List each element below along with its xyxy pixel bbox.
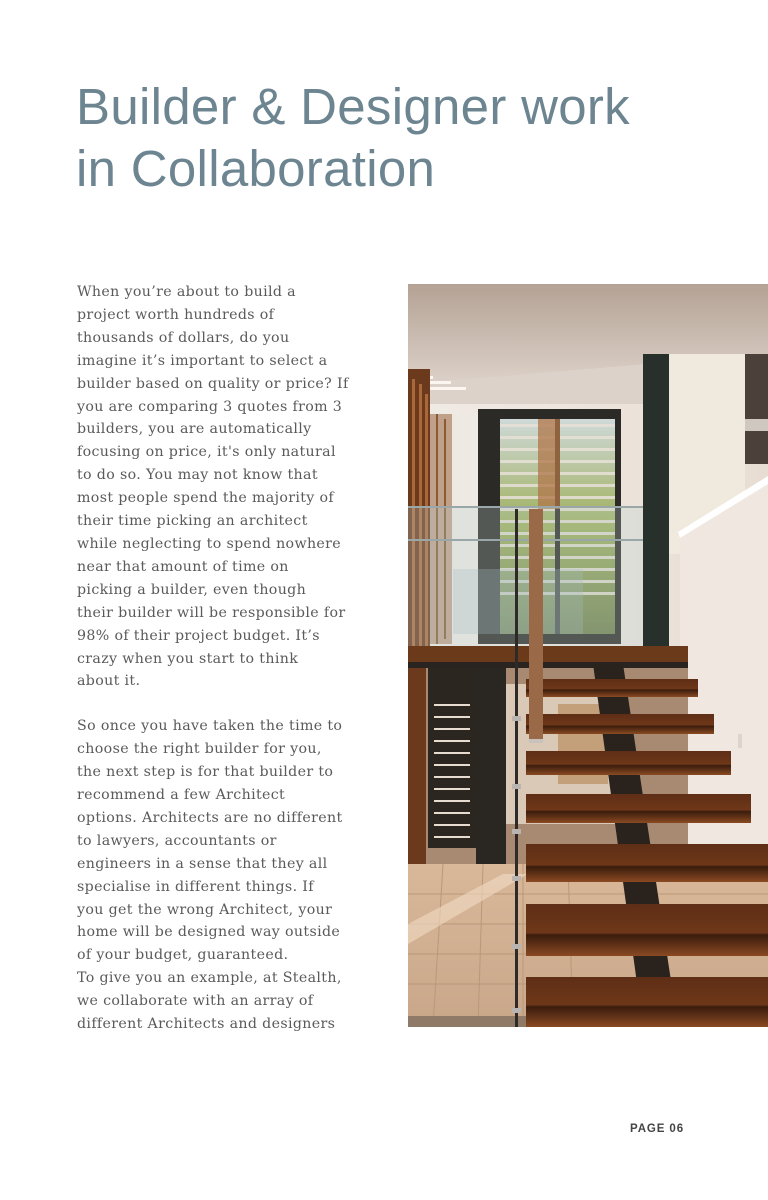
text-line: 98% of their project budget. It’s [77,627,320,644]
page-title [76,76,736,200]
text-line: the next step is for that builder to [77,764,334,781]
page-number: PAGE 06 [630,1123,685,1135]
text-line: most people spend the majority of [77,490,335,507]
text-line: their time picking an architect [77,513,308,530]
text-line: crazy when you start to think [77,650,299,667]
text-line: options. Architects are no different [77,809,343,826]
text-line: builder based on quality or price? If [77,375,349,392]
text-line: engineers in a sense that they all [77,855,328,872]
text-line: near that amount of time on [77,558,289,575]
text-line: So once you have taken the time to [77,718,343,735]
text-line: thousands of dollars, do you [77,329,290,346]
paragraph-spacer [77,693,377,715]
text-line: home will be designed way outside [77,924,341,941]
text-line: different Architects and designers [77,1016,336,1033]
text-line: their builder will be responsible for [77,604,346,621]
text-line: project worth hundreds of [77,306,275,323]
paragraph-1 [77,281,377,693]
text-line: while neglecting to spend nowhere [77,535,342,552]
text-line: picking a builder, even though [77,581,307,598]
text-line: When you’re about to build a [77,284,296,300]
paragraph-2 [77,715,377,1036]
text-line: focusing on price, it's only natural [77,444,336,461]
text-line: specialise in different things. If [77,878,314,895]
text-line: about it. [77,673,141,690]
text-line: to lawyers, accountants or [77,832,277,849]
text-line: To give you an example, at Stealth, [77,970,342,987]
text-line: recommend a few Architect [77,787,286,804]
page-title-line-2: in Collaboration [76,140,436,197]
text-line: to do so. You may not know that [77,467,318,484]
page-title-line-1: Builder & Designer work [76,78,630,135]
staircase-photo [408,284,768,1027]
text-line: we collaborate with an array of [77,993,314,1010]
staircase-illustration [408,284,768,1027]
text-line: you get the wrong Architect, your [77,901,333,918]
body-text-column [77,281,377,1036]
text-line: you are comparing 3 quotes from 3 [77,398,343,415]
text-line: imagine it’s important to select a [77,352,328,369]
text-line: builders, you are automatically [77,421,312,438]
text-line: of your budget, guaranteed. [77,947,289,964]
text-line: choose the right builder for you, [77,741,322,758]
